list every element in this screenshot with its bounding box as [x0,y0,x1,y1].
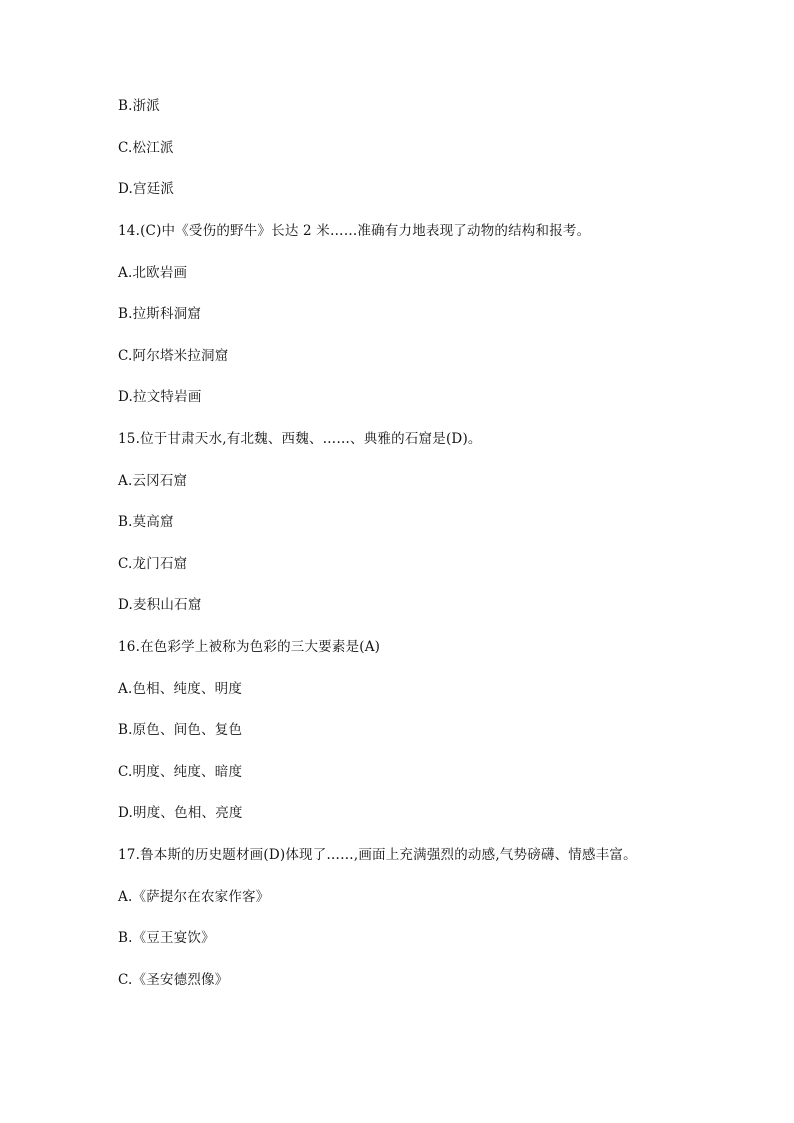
q17-option-b: B.《豆王宴饮》 [118,930,215,946]
q16-option-a: A.色相、纯度、明度 [118,681,243,697]
q14-option-b: B.拉斯科洞窟 [118,306,202,322]
q15-option-d: D.麦积山石窟 [118,597,202,613]
q16-option-b: B.原色、间色、复色 [118,722,243,738]
q15-option-c: C.龙门石窟 [118,556,188,572]
q15-option-b: B.莫高窟 [118,514,174,530]
q14-option-a: A.北欧岩画 [118,265,188,281]
q14-option-c: C.阿尔塔米拉洞窟 [118,348,229,364]
q16-option-c: C.明度、纯度、暗度 [118,764,243,780]
q17-option-c: C.《圣安德烈像》 [118,972,229,988]
question-15: 15.位于甘肃天水,有北魏、西魏、……、典雅的石窟是(D)。 [118,431,482,447]
option-c-songjiang-school: C.松江派 [118,140,174,156]
option-b-zhe-school: B.浙派 [118,98,161,114]
question-14: 14.(C)中《受伤的野牛》长达 2 米……准确有力地表现了动物的结构和报考。 [118,223,591,239]
question-16: 16.在色彩学上被称为色彩的三大要素是(A) [118,639,381,655]
q16-option-d: D.明度、色相、亮度 [118,805,243,821]
q17-option-a: A.《萨提尔在农家作客》 [118,889,270,905]
option-d-court-school: D.宫廷派 [118,181,175,197]
q15-option-a: A.云冈石窟 [118,473,188,489]
q14-option-d: D.拉文特岩画 [118,389,202,405]
question-17: 17.鲁本斯的历史题材画(D)体现了……,画面上充满强烈的动感,气势磅礴、情感丰富。 [118,847,637,863]
